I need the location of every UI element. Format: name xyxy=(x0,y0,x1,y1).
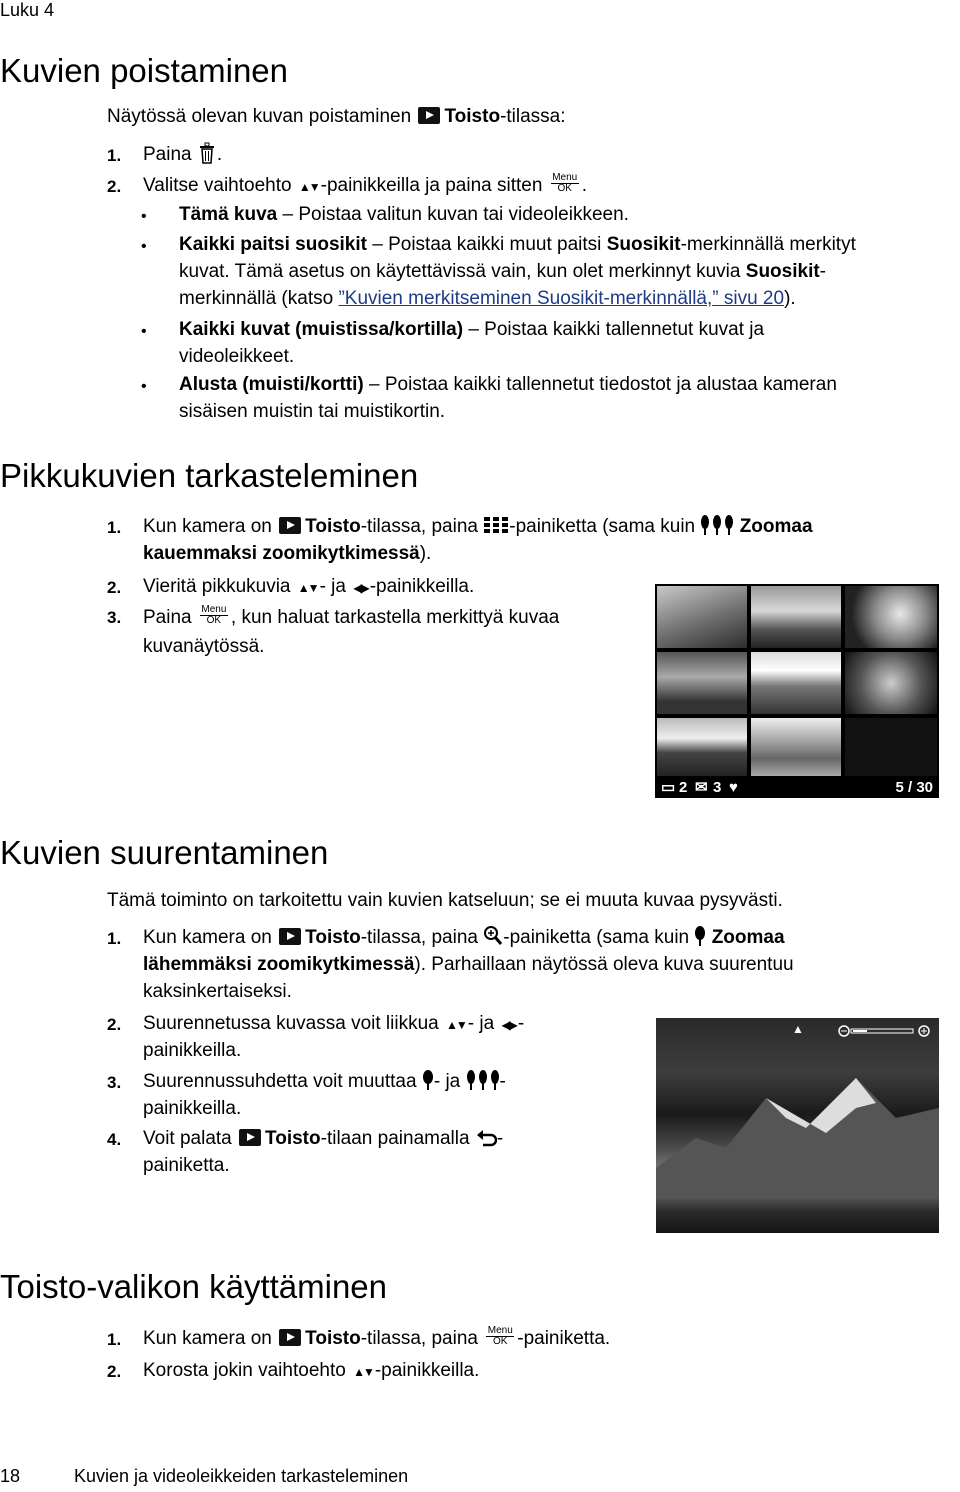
magnify-step-1: Kun kamera on Toisto-tilassa, paina -painiketta (sama kuin Zoomaa xyxy=(143,924,785,951)
updown-arrows-icon: ▲▼ xyxy=(353,1365,373,1379)
delete-intro: Näytössä olevan kuvan poistaminen Toisto-tilassa: xyxy=(107,106,566,127)
section-title-thumbnails: Pikkukuvien tarkasteleminen xyxy=(0,457,419,494)
zoom-in-tree-icon xyxy=(694,925,706,947)
step-number: 1. xyxy=(107,518,122,537)
step-number: 2. xyxy=(107,1362,122,1381)
magnify-step-1-line2: lähemmäksi zoomikytkimessä). Parhaillaan näytössä oleva kuva suurentuu xyxy=(143,954,794,975)
bullet: • xyxy=(141,323,147,340)
zoom-out-trees-icon xyxy=(700,514,734,536)
bullet: • xyxy=(141,378,147,395)
play-icon xyxy=(279,1329,301,1346)
option-this-image: Tämä kuva – Poistaa valitun kuvan tai videoleikkeen. xyxy=(179,204,629,225)
leftright-arrows-icon: ◀▶ xyxy=(501,1018,516,1032)
menu-step-1: Kun kamera on Toisto-tilassa, paina Menu OK -painiketta. xyxy=(143,1325,611,1349)
menu-ok-icon: Menu OK xyxy=(487,1325,513,1348)
step-number: 1. xyxy=(107,929,122,948)
zoom-in-tree-icon xyxy=(422,1069,434,1091)
page-number: 18 xyxy=(0,1466,21,1486)
play-icon xyxy=(279,928,301,945)
magnify-step-1-line3: kaksinkertaiseksi. xyxy=(143,981,292,1002)
thumb-step-3: Paina Menu OK , kun haluat tarkastella merkittyä kuvaa xyxy=(143,604,560,628)
trash-icon xyxy=(197,142,217,164)
play-icon xyxy=(279,517,301,534)
option-format-line2: sisäisen muistin tai muistikortin. xyxy=(179,401,446,422)
mail-count: 3 xyxy=(713,779,722,796)
scroll-up-arrow-icon: ▲ xyxy=(792,1022,804,1036)
favorites-link[interactable]: ”Kuvien merkitseminen Suosikit-merkinnällä,” sivu 20 xyxy=(338,288,785,309)
magnify-intro: Tämä toiminto on tarkoitettu vain kuvien katseluun; se ei muuta kuvaa pysyvästi. xyxy=(107,890,783,911)
zoom-out-trees-icon xyxy=(466,1069,500,1091)
footer-title: Kuvien ja videoleikkeiden tarkasteleminen xyxy=(74,1466,409,1486)
print-count: 2 xyxy=(679,779,688,796)
step-number: 3. xyxy=(107,608,122,627)
zoom-level-indicator xyxy=(838,1024,934,1038)
menu-step-2: Korosta jokin vaihtoehto ▲▼ -painikkeilla. xyxy=(143,1360,480,1381)
magnify-step-2: Suurennetussa kuvassa voit liikkua ▲▼ - ja ◀▶ - xyxy=(143,1013,525,1034)
step-number: 3. xyxy=(107,1073,122,1092)
step-number: 2. xyxy=(107,578,122,597)
zoom-in-magnifier-icon xyxy=(483,925,503,947)
image-position: 5 / 30 xyxy=(895,779,933,796)
option-all-except-favorites-line3: merkinnällä (katso ”Kuvien merkitseminen Suosikit-merkinnällä,” sivu 20). xyxy=(179,288,796,309)
option-all-images: Kaikki kuvat (muistissa/kortilla) – Poistaa kaikki tallennetut kuvat ja xyxy=(179,319,765,340)
leftright-arrows-icon: ◀▶ xyxy=(353,581,368,595)
thumbnail-screen-image: ▭ 2 ✉ 3 ♥ 5 / 30 xyxy=(655,584,939,798)
menu-ok-icon: Menu OK xyxy=(201,604,227,627)
play-icon xyxy=(239,1129,261,1146)
magnify-step-4: Voit palata Toisto-tilaan painamalla - xyxy=(143,1128,504,1149)
step-number: 2. xyxy=(107,177,122,196)
step-number: 1. xyxy=(107,146,122,165)
menu-ok-icon: Menu OK xyxy=(552,172,578,195)
step-number: 2. xyxy=(107,1015,122,1034)
magnify-step-3-line2: painikkeilla. xyxy=(143,1098,242,1119)
thumb-step-1: Kun kamera on Toisto-tilassa, paina -painiketta (sama kuin Zoomaa xyxy=(143,513,813,540)
thumb-step-3-line2: kuvanäytössä. xyxy=(143,636,265,657)
thumbnail-grid-icon xyxy=(483,515,509,535)
play-icon xyxy=(418,107,440,124)
chapter-header: Luku 4 xyxy=(0,0,55,20)
step-number: 1. xyxy=(107,1330,122,1349)
magnify-step-2-line2: painikkeilla. xyxy=(143,1040,242,1061)
magnify-step-3: Suurennussuhdetta voit muuttaa - ja - xyxy=(143,1068,506,1095)
thumb-step-2: Vieritä pikkukuvia ▲▼ - ja ◀▶ -painikkeilla. xyxy=(143,576,475,597)
delete-step-2: Valitse vaihtoehto ▲▼ -painikkeilla ja paina sitten Menu OK . xyxy=(143,172,587,196)
option-all-except-favorites: Kaikki paitsi suosikit – Poistaa kaikki muut paitsi Suosikit-merkinnällä merkityt xyxy=(179,234,856,255)
bullet: • xyxy=(141,208,147,225)
back-icon xyxy=(475,1127,497,1147)
updown-arrows-icon: ▲▼ xyxy=(446,1018,466,1032)
bullet: • xyxy=(141,238,147,255)
delete-step-1: Paina . xyxy=(143,141,222,168)
updown-arrows-icon: ▲▼ xyxy=(298,180,319,194)
section-title-playback-menu: Toisto-valikon käyttäminen xyxy=(0,1268,388,1305)
magnify-step-4-line2: painiketta. xyxy=(143,1155,230,1176)
magnified-image xyxy=(656,1018,939,1233)
updown-arrows-icon: ▲▼ xyxy=(297,581,318,595)
thumb-step-1-line2: kauemmaksi zoomikytkimessä). xyxy=(143,543,432,564)
step-number: 4. xyxy=(107,1130,122,1149)
option-all-images-line2: videoleikkeet. xyxy=(179,346,295,367)
section-title-magnify: Kuvien suurentaminen xyxy=(0,834,329,871)
section-title-delete: Kuvien poistaminen xyxy=(0,52,289,89)
option-format: Alusta (muisti/kortti) – Poistaa kaikki tallennetut tiedostot ja alustaa kameran xyxy=(179,374,837,395)
option-all-except-favorites-line2: kuvat. Tämä asetus on käytettävissä vain, kun olet merkinnyt kuvia Suosikit- xyxy=(179,261,826,282)
